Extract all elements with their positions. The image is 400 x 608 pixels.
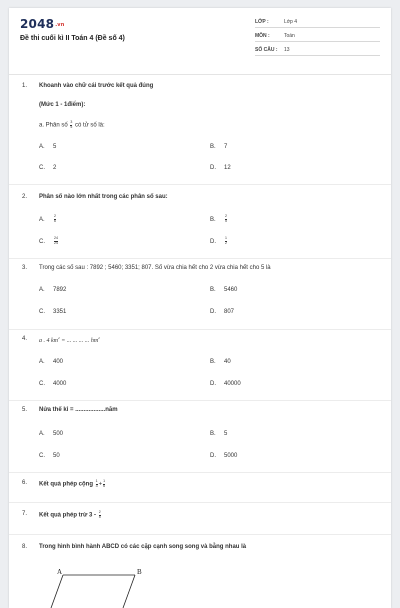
q1-option-b[interactable]: B. 7: [210, 144, 228, 150]
exam-sheet: 2048.vn Đề thi cuối kì II Toán 4 (Đề số 4) LỚP : Lớp 4 MÔN : Toán SỐ CÂU : 13 1. Khoanh vào chữ cái trước kết quả đúng (Mức 1 - 1điểm): a. Phân số $\frac{3}{5}$ có tử số là: A. 5 B. 7 C. 2 D. 12 2. Phân số nào lớn nhất trong các phân số sau: A. $\frac{2}{6}$ B. $\frac{2}{5}$ C. $\frac{24}{24}$ D. $\frac{1}{2}$ 3. Trong các số sau : 7892 ; 5460; 3351; 807. Số vừa chia hết cho 2 vừa chia hết cho 5 là A. 7892 B. 5460 C. 3351 D. 807 4. a . 4 $km^2$ = ... ... ... ... $hm^2$ A. 400 B. 40 C. 4000 D. 40000 5. Nửa thế kỉ = ..................năm A. 500 B. 5 C. 50 D. 5000 6. Kết quả phép cộng $\frac{1}{3}$ + $\frac{1}{6}$ 7. Kết quả phép trừ 3 - $\frac{2}{5}$ 8. Trong hình bình hành ABCD có các cặp cạnh song song và bằng nhau là A B: [9, 8, 391, 608]
q4-option-a[interactable]: A. 400: [39, 359, 64, 365]
meta-subject: MÔN : Toán: [255, 32, 380, 42]
q3-option-d[interactable]: D. 807: [210, 309, 235, 315]
edge-bc: [123, 575, 135, 608]
site-logo[interactable]: 2048.vn: [20, 17, 65, 31]
q2-option-b[interactable]: B. $\frac{2}{5}$: [210, 214, 227, 223]
question-1-note: (Mức 1 - 1điểm):: [39, 102, 86, 108]
meta-class: LỚP : Lớp 4: [255, 18, 380, 28]
q3-option-b[interactable]: B. 5460: [210, 287, 238, 293]
q4-option-b[interactable]: B. 40: [210, 359, 231, 365]
fraction: $\frac{3}{5}$: [70, 120, 73, 129]
q2-option-c[interactable]: C. $\frac{24}{24}$: [39, 236, 58, 245]
header-divider: [9, 74, 391, 75]
exam-title: Đề thi cuối kì II Toán 4 (Đề số 4): [20, 35, 125, 42]
edge-ad: [51, 575, 63, 608]
q4-option-c[interactable]: C. 4000: [39, 381, 67, 387]
q5-option-c[interactable]: C. 50: [39, 453, 60, 459]
divider: [9, 329, 391, 330]
q2-option-a[interactable]: A. $\frac{2}{6}$: [39, 214, 56, 223]
divider: [9, 534, 391, 535]
divider: [9, 184, 391, 185]
meta-question-count: SỐ CÂU : 13: [255, 46, 380, 56]
q5-option-b[interactable]: B. 5: [210, 431, 228, 437]
divider: [9, 472, 391, 473]
q1-option-c[interactable]: C. 2: [39, 165, 57, 171]
vertex-b-label: B: [137, 568, 142, 576]
q1-option-a[interactable]: A. 5: [39, 144, 57, 150]
vertex-a-label: A: [57, 568, 63, 576]
q4-option-d[interactable]: D. 40000: [210, 381, 241, 387]
q5-option-a[interactable]: A. 500: [39, 431, 64, 437]
exam-header: [9, 8, 391, 72]
divider: [9, 258, 391, 259]
q1-option-d[interactable]: D. 12: [210, 165, 231, 171]
q3-option-a[interactable]: A. 7892: [39, 287, 67, 293]
divider: [9, 400, 391, 401]
q3-option-c[interactable]: C. 3351: [39, 309, 67, 315]
q2-option-d[interactable]: D. $\frac{1}{2}$: [210, 236, 227, 245]
q5-option-d[interactable]: D. 5000: [210, 453, 238, 459]
divider: [9, 502, 391, 503]
parallelogram-figure: [49, 568, 159, 608]
question-1-sub: a. Phân số $\frac{3}{5}$ có tử số là:: [39, 120, 105, 129]
